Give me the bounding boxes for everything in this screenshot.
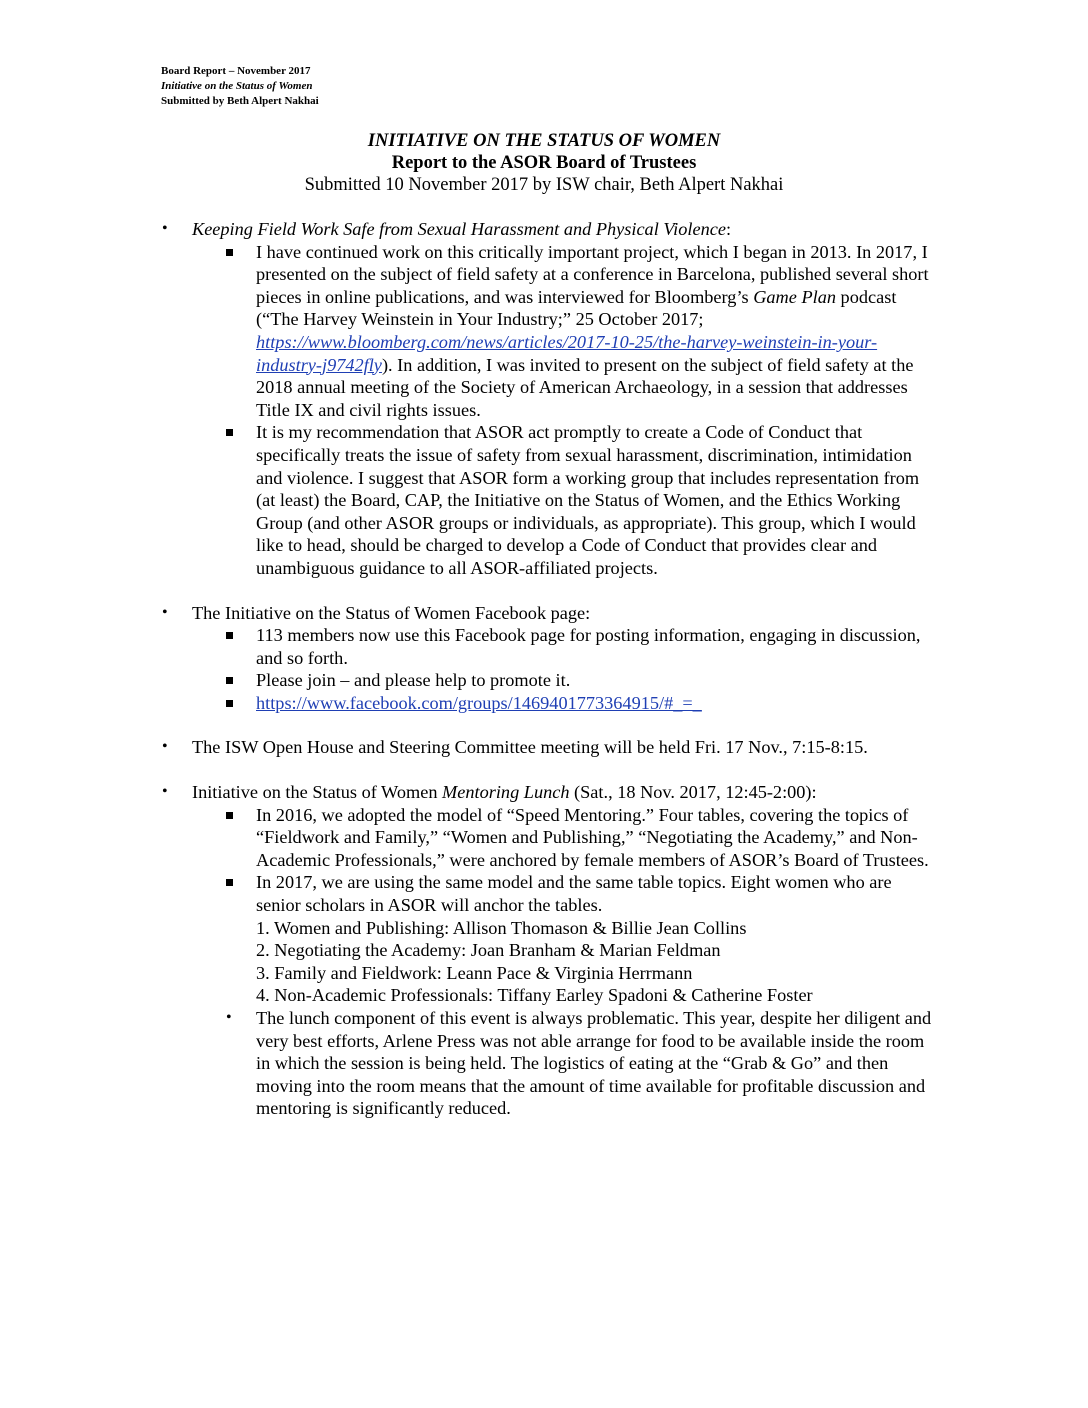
sub-item [192,421,932,579]
section-mentoring-lunch [162,781,932,1120]
text-run: ). In addition, I was invited to present on the subject of field safety at the 2018 annual meeting of the Society of American Archaeology, in a session that addresses Title IX and civil rights issues. [256,354,914,420]
section-open-house [162,736,932,759]
header-line-initiative: Initiative on the Status of Women [161,80,313,92]
document-title: INITIATIVE ON THE STATUS OF WOMEN [367,131,721,151]
sub-item [192,669,932,692]
table-topic-line: 2. Negotiating the Academy: Joan Branham & Marian Feldman [256,940,721,961]
mentoring-2017-text: In 2017, we are using the same model and the same table topics. Eight women who are senior scholars in ASOR will anchor the tables. [256,872,892,916]
sub-item [192,1007,932,1120]
square-bullet-icon [226,812,233,819]
heading-text: Keeping Field Work Safe from Sexual Harassment and Physical Violence [192,219,726,239]
facebook-link-line [256,692,932,715]
section-heading: The Initiative on the Status of Women Facebook page: [192,602,591,623]
text-run: I have continued work on this critically important project, which I began in 2013. In 2017, I presented on the subject of field safety at a conference in Barcelona, published several short pieces in online publications, and was interviewed for Bloomberg’s [256,241,929,307]
document-header [161,64,319,109]
sub-item [192,871,932,1007]
sub-item [192,241,932,422]
lunch-logistics-text: The lunch component of this event is always problematic. This year, despite her diligent and very best efforts, Arlene Press was not able arrange for food to be available inside the room in which the session is being held. The logistics of eating at the “Grab & Go” and then moving into the room means that the amount of time available for profitable discussion and mentoring is significantly reduced. [256,1008,932,1119]
section-facebook [162,602,932,715]
bloomberg-link[interactable]: https://www.bloomberg.com/news/articles/2017-10-25/the-harvey-weinstein-in-your-industry-j9742fly [256,331,878,375]
facebook-members-text: 113 members now use this Facebook page for posting information, engaging in discussion, and so forth. [256,625,921,668]
sub-item [192,624,932,669]
square-bullet-icon [226,677,233,684]
section-heading [192,781,932,804]
submission-line: Submitted 10 November 2017 by ISW chair, Beth Alpert Nakhai [304,175,784,195]
bullet-icon: • [162,603,168,621]
square-bullet-icon [226,700,233,707]
facebook-group-link[interactable]: https://www.facebook.com/groups/1469401773364915/#_=_ [256,692,702,713]
sub-item [192,804,932,872]
heading-colon: : [725,219,732,239]
table-topic-line: 3. Family and Fieldwork: Leann Pace & Virginia Herrmann [256,962,693,983]
bullet-icon: • [162,783,168,801]
field-safety-paragraph-1 [256,241,932,422]
title-block [0,130,1088,196]
bullet-icon: • [226,1009,232,1026]
square-bullet-icon [226,632,233,639]
square-bullet-icon [226,879,233,886]
facebook-join-text: Please join – and please help to promote it. [256,670,571,691]
bullet-icon: • [162,738,168,756]
header-line-report: Board Report – November 2017 [161,65,311,77]
text-run: podcast (“The Harvey Weinstein in Your Industry;” 25 October 2017; [256,286,897,330]
square-bullet-icon [226,429,233,436]
report-body [162,218,932,1120]
section-heading [192,218,932,241]
document-subtitle: Report to the ASOR Board of Trustees [391,153,697,173]
open-house-text: The ISW Open House and Steering Committee meeting will be held Fri. 17 Nov., 7:15-8:15. [192,737,868,758]
square-bullet-icon [226,249,233,256]
header-line-submitter: Submitted by Beth Alpert Nakhai [161,95,319,107]
field-safety-paragraph-2: It is my recommendation that ASOR act promptly to create a Code of Conduct that specifically treats the issue of safety from sexual harassment, discrimination, intimidation and violence. I suggest that ASOR form a working group that includes representation from (at least) the Board, CAP, the Initiative on the Status of Women, and the Ethics Working Group (and other ASOR groups or individuals, as appropriate). This group, which I would like to head, should be charged to develop a Code of Conduct that provides clear and unambiguous guidance to all ASOR-affiliated projects. [256,422,920,578]
section-field-safety [162,218,932,580]
text-run: Initiative on the Status of Women [192,782,443,803]
bullet-icon: • [162,220,168,237]
table-topic-line: 4. Non-Academic Professionals: Tiffany Earley Spadoni & Catherine Foster [256,985,813,1006]
event-name: Mentoring Lunch [442,782,570,803]
mentoring-2016-text: In 2016, we adopted the model of “Speed Mentoring.” Four tables, covering the topics of “Fieldwork and Family,” “Women and Publishing,” “Negotiating the Academy,” and Non-Academic Professionals,” were anchored by female members of ASOR’s Board of Trustees. [256,804,929,870]
sub-item [192,692,932,715]
text-run: (Sat., 18 Nov. 2017, 12:45-2:00): [569,782,817,803]
table-topic-line: 1. Women and Publishing: Allison Thomason & Billie Jean Collins [256,917,747,938]
podcast-name: Game Plan [753,286,836,307]
